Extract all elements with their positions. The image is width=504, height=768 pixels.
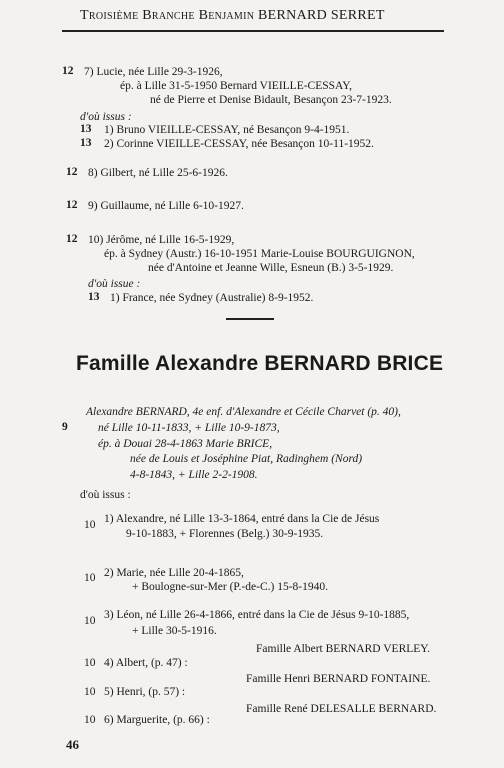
child-line: 9-10-1883, + Florennes (Belg.) 30-9-1935. (126, 528, 324, 540)
gen-number: 10 (84, 615, 96, 627)
family-reference: Famille René DELESALLE BERNARD. (246, 703, 437, 715)
child-line: + Lille 30-5-1916. (132, 625, 217, 637)
entry-line: 1) France, née Sydney (Australie) 8-9-1952. (110, 292, 314, 304)
child-line: 6) Marguerite, (p. 66) : (104, 714, 210, 726)
gen-number: 10 (84, 519, 96, 531)
child-line: + Boulogne-sur-Mer (P.-de-C.) 15-8-1940. (132, 581, 328, 593)
family-title: Famille Alexandre BERNARD BRICE (76, 352, 444, 375)
child-line: 5) Henri, (p. 57) : (104, 686, 186, 698)
entry-line: ép. à Douai 28-4-1863 Marie BRICE, (98, 438, 273, 450)
child-line: 4) Albert, (p. 47) : (104, 657, 188, 669)
entry-line: 2) Corinne VIEILLE-CESSAY, née Besançon 10-11-1952. (104, 138, 374, 150)
child-line: 1) Alexandre, né Lille 13-3-1864, entré dans la Cie de Jésus (104, 513, 380, 525)
gen-number: 10 (84, 686, 96, 698)
issue-label: d'où issus : (80, 489, 131, 501)
entry-line: ép. à Sydney (Austr.) 16-10-1951 Marie-Louise BOURGUIGNON, (104, 248, 415, 260)
entry-line: 7) Lucie, née Lille 29-3-1926, (84, 66, 223, 78)
gen-number: 10 (84, 572, 96, 584)
entry-line: né Lille 10-11-1833, + Lille 10-9-1873, (98, 422, 280, 434)
entry-line: née d'Antoine et Jeanne Wille, Esneun (B.) 3-5-1929. (148, 262, 394, 274)
gen-number: 13 (80, 123, 92, 135)
running-header: Troisième Branche Benjamin BERNARD SERRET (80, 8, 385, 23)
entry-line: ép. à Lille 31-5-1950 Bernard VIEILLE-CESSAY, (120, 80, 352, 92)
entry-line: 9) Guillaume, né Lille 6-10-1927. (88, 200, 244, 212)
entry-line: née de Louis et Joséphine Piat, Radinghem (Nord) (130, 453, 363, 465)
page-number: 46 (66, 737, 79, 752)
entry-line: 10) Jérôme, né Lille 16-5-1929, (88, 234, 235, 246)
entry-line: 8) Gilbert, né Lille 25-6-1926. (88, 167, 228, 179)
entry-line: Alexandre BERNARD, 4e enf. d'Alexandre et Cécile Charvet (p. 40), (86, 406, 401, 418)
header-rule (62, 30, 444, 32)
section-divider (226, 318, 274, 320)
child-line: 3) Léon, né Lille 26-4-1866, entré dans la Cie de Jésus 9-10-1885, (104, 609, 410, 621)
gen-number: 9 (62, 421, 68, 433)
gen-number: 12 (66, 233, 78, 245)
gen-number: 13 (88, 291, 100, 303)
family-reference: Famille Henri BERNARD FONTAINE. (246, 673, 431, 685)
gen-number: 10 (84, 714, 96, 726)
entry-line: né de Pierre et Denise Bidault, Besançon 23-7-1923. (150, 94, 392, 106)
gen-number: 10 (84, 657, 96, 669)
gen-number: 12 (62, 65, 74, 77)
issue-label: d'où issue : (88, 278, 141, 290)
child-line: 2) Marie, née Lille 20-4-1865, (104, 567, 244, 579)
gen-number: 12 (66, 199, 78, 211)
entry-line: 1) Bruno VIEILLE-CESSAY, né Besançon 9-4-1951. (104, 124, 350, 136)
gen-number: 12 (66, 166, 78, 178)
issue-label: d'où issus : (80, 111, 132, 123)
family-reference: Famille Albert BERNARD VERLEY. (256, 643, 430, 655)
gen-number: 13 (80, 137, 92, 149)
entry-line: 4-8-1843, + Lille 2-2-1908. (130, 469, 258, 481)
